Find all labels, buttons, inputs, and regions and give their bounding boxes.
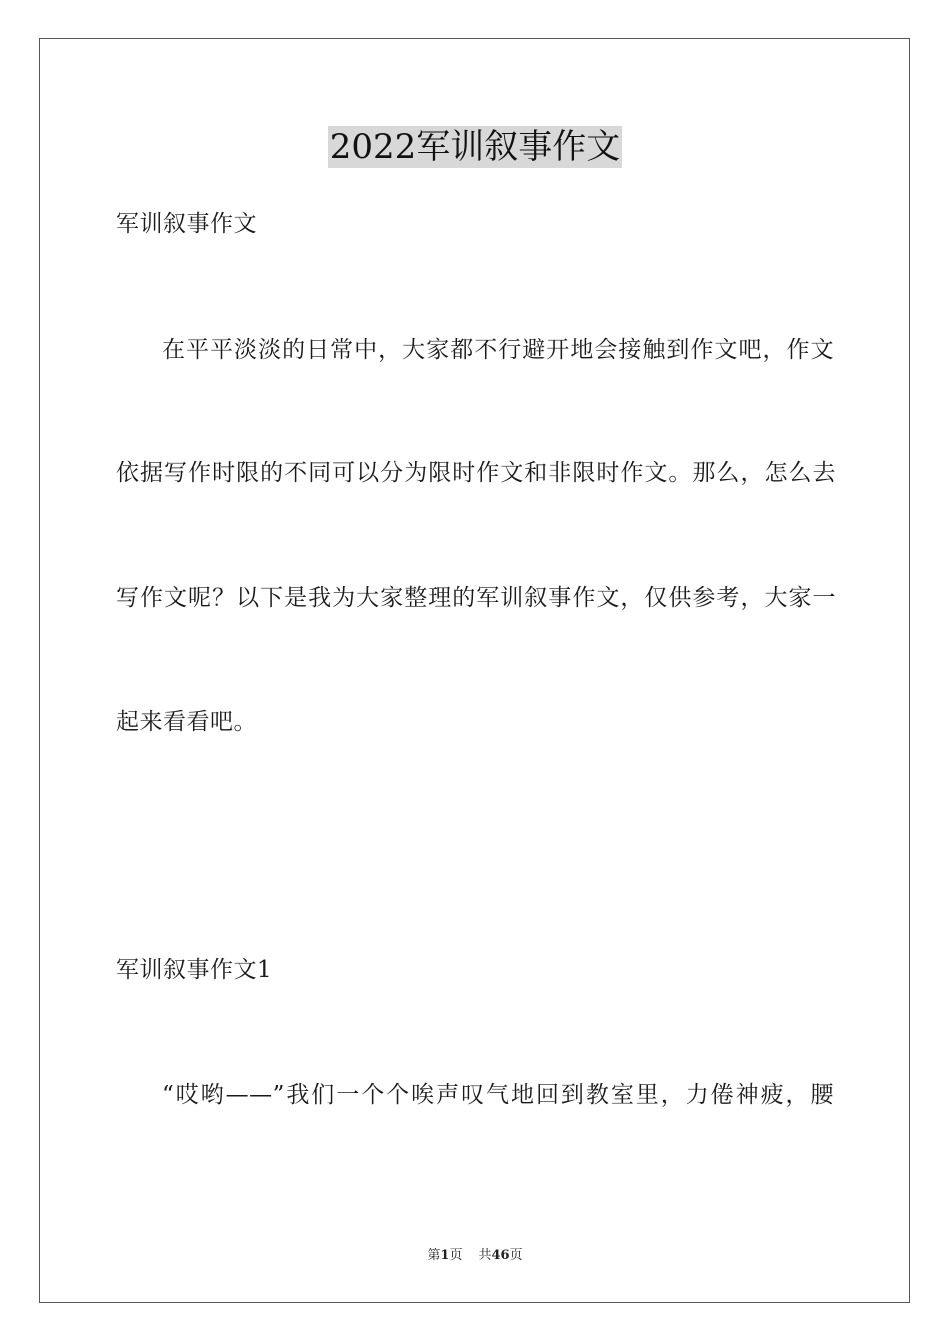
section-paragraph-line: “哎哟——”我们一个个唉声叹气地回到教室里，力倦神疲，腰 (162, 1082, 834, 1108)
intro-paragraph-line: 起来看看吧。 (116, 709, 257, 735)
footer-page-number: 1 (440, 1248, 450, 1263)
section-heading: 军训叙事作文1 (116, 957, 273, 983)
intro-paragraph-line: 在平平淡淡的日常中，大家都不行避开地会接触到作文吧，作文 (162, 337, 834, 363)
footer-page-suffix: 页 (449, 1248, 463, 1263)
document-title: 2022军训叙事作文 (329, 127, 621, 167)
document-subtitle: 军训叙事作文 (116, 211, 257, 237)
intro-paragraph-line: 依据写作时限的不同可以分为限时作文和非限时作文。那么，怎么去 (116, 460, 836, 486)
footer-total-prefix: 共 (478, 1248, 492, 1263)
document-title-container (0, 126, 950, 170)
intro-paragraph-line: 写作文呢？以下是我为大家整理的军训叙事作文，仅供参考，大家一 (116, 585, 836, 611)
footer-total-pages: 46 (491, 1248, 510, 1263)
footer-page-prefix: 第 (427, 1248, 441, 1263)
page-footer (0, 1247, 950, 1265)
footer-total-suffix: 页 (509, 1248, 523, 1263)
